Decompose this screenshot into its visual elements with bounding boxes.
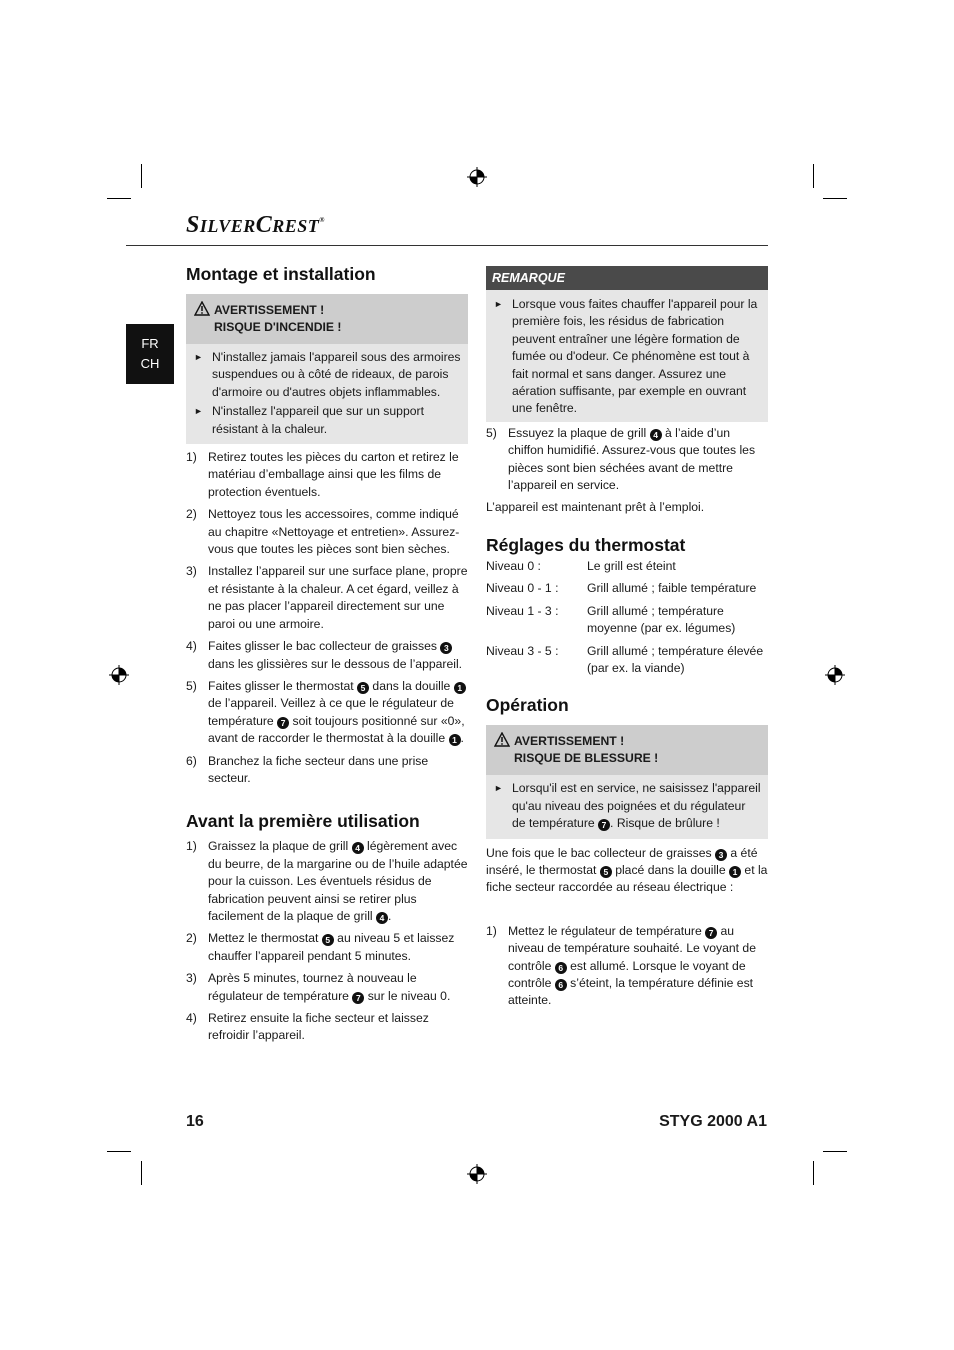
page-number: 16 (186, 1113, 204, 1130)
part-number-badge: 5 (600, 866, 612, 878)
injury-warning-box (486, 725, 768, 838)
warning-bullet: ► N'installez l'appareil que sur un support résistant à la chaleur. (192, 403, 462, 438)
list-item: 4) Retirez ensuite la fiche secteur et laissez refroidir l’appareil. (186, 1011, 429, 1043)
crop-mark (813, 1161, 814, 1185)
part-number-badge: 5 (357, 682, 369, 694)
part-number-badge: 3 (715, 849, 727, 861)
list-item: 4) Faites glisser le bac collecteur de graisses 3 dans les glissières sur le dessous de l’appareil. (186, 639, 463, 671)
part-number-badge: 5 (322, 934, 334, 946)
language-tab: FR CH (126, 324, 174, 384)
arrow-bullet-icon: ► (494, 783, 503, 794)
part-number-badge: 4 (650, 429, 662, 441)
note-bullet: ► Lorsque vous faites chauffer l'appareil pour la première fois, les résidus de fabrication peuvent entraîner une légère formation de fumée ou d'odeur. Ce phénomène est tout à fait normal et sans danger. Assurez une aération suffisante, par exemple en ouvrant une fenêtre. (492, 296, 762, 418)
list-item: 1) Mettez le régulateur de température 7 au niveau de température souhaité. Le voyant de contrôle 6 est allumé. Lorsque le voyant de contrôle 6 s’éteint, la température définie est atteinte. (486, 923, 756, 1008)
header-divider (126, 245, 768, 246)
note-box (486, 266, 768, 422)
registration-mark-icon (825, 665, 845, 685)
list-item: 1) Retirez toutes les pièces du carton et retirez le matériau d’emballage ainsi que les films de protection éventuels. (186, 450, 459, 499)
part-number-badge: 6 (555, 979, 567, 991)
list-item: 2) Mettez le thermostat 5 au niveau 5 et laissez chauffer l’appareil pendant 5 minutes. (186, 931, 455, 963)
section-title-first-use: Avant la première utilisation (186, 811, 420, 832)
list-item: 6) Branchez la fiche secteur dans une prise secteur. (186, 753, 429, 785)
list-item: 1) Graissez la plaque de grill 4 légèrement avec du beurre, de la margarine ou de l’huile adaptée pour la cuisson. Les éventuels résidus de fabrication peuvent ainsi se retirer plus facilement de la plaque de grill 4 . (186, 839, 468, 923)
crop-mark (107, 1151, 131, 1152)
thermostat-row: Niveau 0 : Le grill est éteint (486, 558, 676, 573)
part-number-badge: 4 (352, 842, 364, 854)
warning-triangle-icon (194, 301, 210, 316)
warning-subtitle: RISQUE DE BLESSURE ! (514, 751, 659, 766)
right-column (486, 266, 768, 1010)
list-item: 5) Faites glisser le thermostat 5 dans la douille 1 de l’appareil. Veillez à ce que le régulateur de température 7 soit toujours positionné sur «0», avant de raccorder le thermostat à la douille 1 . (186, 678, 465, 746)
warning-bullet: ► Lorsqu'il est en service, ne saisissez l'appareil qu'au niveau des poignées et du régulateur de température 7 . Risque de brûlure ! (492, 780, 762, 832)
part-number-badge: 1 (454, 682, 466, 694)
crop-mark (823, 1151, 847, 1152)
registration-mark-icon (467, 167, 487, 187)
warning-bullet: ► N'installez jamais l'appareil sous des armoires suspendues ou à côté de rideaux, de parois d'armoire ou d'autres objets inflammables. (192, 349, 462, 401)
thermostat-row: Niveau 0 - 1 : Grill allumé ; faible température (486, 581, 757, 596)
part-number-badge: 3 (440, 642, 452, 654)
crop-mark (107, 198, 131, 199)
ready-text: L’appareil est maintenant prêt à l’emploi. (486, 500, 705, 515)
note-title: REMARQUE (486, 266, 768, 290)
registration-mark-icon (109, 665, 129, 685)
left-column (186, 262, 468, 1045)
section-title-thermostat: Réglages du thermostat (486, 534, 686, 555)
part-number-badge: 6 (555, 962, 567, 974)
thermostat-row: Niveau 1 - 3 : Grill allumé ; température moyenne (par ex. légumes) (486, 603, 736, 636)
warning-title: AVERTISSEMENT ! (214, 303, 325, 317)
warning-title: AVERTISSEMENT ! (514, 734, 625, 749)
thermostat-row: Niveau 3 - 5 : Grill allumé ; température élevée (par ex. la viande) (486, 643, 764, 675)
list-item: 3) Après 5 minutes, tournez à nouveau le régulateur de température 7 sur le niveau 0. (186, 971, 451, 1003)
operation-intro: Une fois que le bac collecteur de graisses 3 a été inséré, le thermostat 5 placé dans la douille 1 et la fiche secteur raccordée au réseau électrique : (486, 845, 768, 895)
arrow-bullet-icon: ► (194, 406, 203, 417)
model-number: STYG 2000 A1 (659, 1113, 767, 1130)
crop-mark (141, 164, 142, 188)
part-number-badge: 7 (277, 717, 289, 729)
section-title-montage: Montage et installation (186, 264, 376, 284)
section-title-operation: Opération (486, 695, 569, 716)
fire-warning-box (186, 294, 468, 444)
warning-subtitle: RISQUE D'INCENDIE ! (214, 320, 342, 334)
warning-triangle-icon (494, 732, 510, 747)
part-number-badge: 7 (598, 819, 610, 831)
list-item: 2) Nettoyez tous les accessoires, comme indiqué au chapitre «Nettoyage et entretien». Assurez-vous que toutes les pièces sont bien sèches. (186, 507, 460, 557)
arrow-bullet-icon: ► (494, 299, 503, 309)
list-item: 5) Essuyez la plaque de grill 4 à l’aide d’un chiffon humidifié. Assurez-vous que toutes les pièces sont bien séchées avant de mettre l’appareil en service. (486, 425, 756, 493)
part-number-badge: 4 (376, 912, 388, 924)
crop-mark (141, 1161, 142, 1185)
part-number-badge: 7 (705, 927, 717, 939)
arrow-bullet-icon: ► (194, 352, 203, 362)
part-number-badge: 7 (352, 992, 364, 1004)
crop-mark (823, 198, 847, 199)
part-number-badge: 1 (729, 866, 741, 878)
part-number-badge: 1 (449, 734, 461, 746)
crop-mark (813, 164, 814, 188)
registration-mark-icon (467, 1164, 487, 1184)
brand-logo: SILVERCREST® (186, 212, 325, 238)
list-item: 3) Installez l’appareil sur une surface plane, propre et résistante à la chaleur. A cet égard, veillez à ne pas placer l’appareil directement sur une paroi ou une armoire. (186, 564, 468, 631)
